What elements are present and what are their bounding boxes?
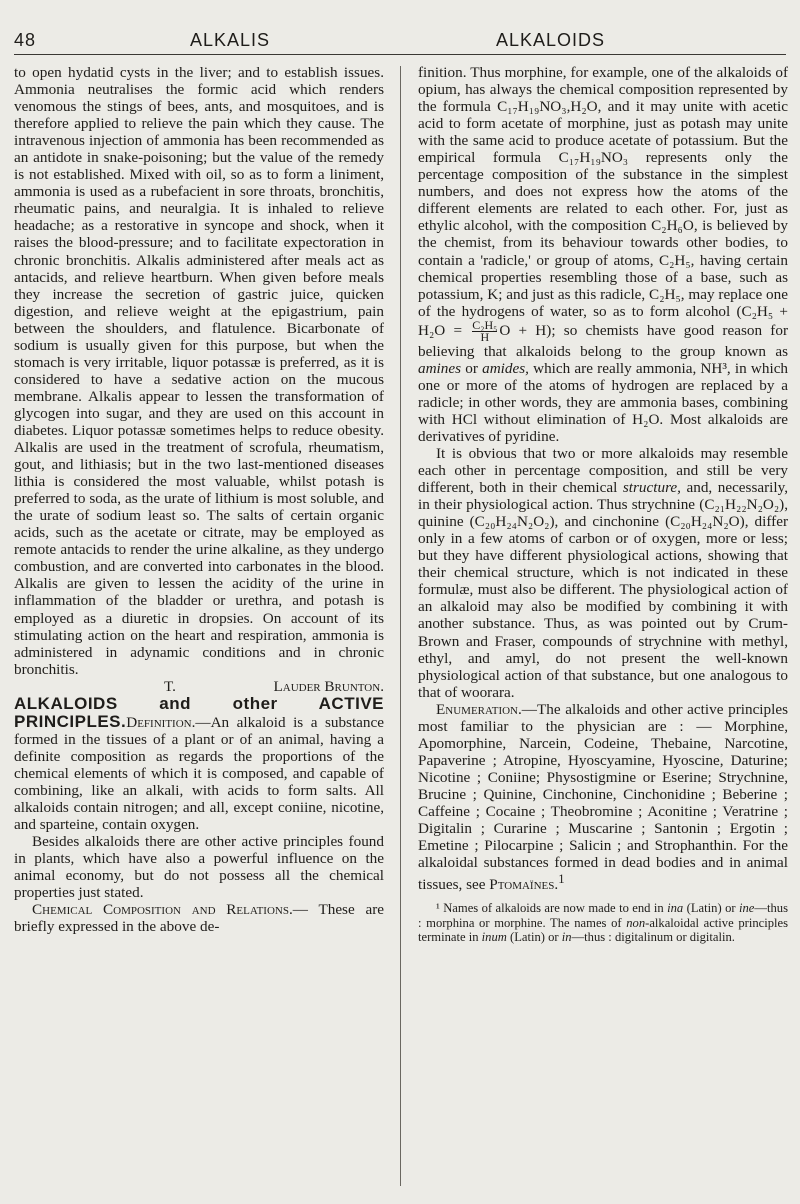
author-signature (14, 678, 384, 695)
suffix-inum: inum (481, 930, 507, 945)
enumeration-paragraph (418, 701, 788, 894)
formula-paragraph (418, 64, 788, 445)
right-column (418, 64, 788, 1192)
or-word: or (465, 359, 478, 377)
signature-name: Lauder Brunton. (273, 677, 384, 695)
footnote-text-c: —thus : morphina or morphine. The names of (418, 901, 788, 930)
formula-text-a: finition. Thus morphine, for example, one of the alkaloids of opium, has always the chemical composition represented by the formula C₁₇H₁₉NO₃,H₂O, and it may unite with acetic acid to form acetate of morphine, just as potash may unite with the same acid to produce acetate of potassium. But the empirical formula C₁₇H₁₉NO₃ represents only the percentage composition of the substance in the simplest numbers, and does not express how the atoms of the different elements are related to each other. For, just as ethylic alcohol, with the composition C₂H₆O, is believed by the chemist, from its behaviour towards other bodies, to contain a 'radicle,' or group of atoms, C₂H₅, having certain chemical properties resembling those of a base, such as potassium, K; and just as this radicle, C₂H₅, may replace one of the hydrogens of water, so as to form alcohol (C₂H₅ + H₂O = (418, 64, 788, 339)
active-principles-paragraph: Besides alkaloids there are other active principles found in plants, which have also a powerful influence on the animal economy, but do not possess all the chemical properties just stated. (14, 833, 384, 902)
suffix-ina: ina (667, 901, 684, 916)
ptomaines-link: Ptomaïnes. (489, 876, 559, 894)
left-column (14, 64, 384, 1192)
entry-title: ALKALOIDS and other ACTIVE PRINCIPLES. (14, 693, 384, 731)
definition-paragraph (14, 695, 384, 833)
section-label: Chemical Composition and Relations. (32, 901, 293, 919)
formula-text-c: which are really ammonia, NH³, in which one or more of the atoms of hydrogen are replaced by a radicle; in other words, they are ammonia bases, combining with HCl without elimination of H₂O. Most alkaloids are derivatives of pyridine. (418, 359, 788, 445)
suffix-ine: ine (739, 901, 755, 916)
footnote (418, 901, 788, 945)
structure-paragraph (418, 445, 788, 701)
footnote-text-d: -alkaloidal active principles terminate in (418, 915, 788, 945)
fraction-denominator: H (480, 329, 490, 344)
footnote-text-e: (Latin) or (510, 930, 559, 945)
alkalis-paragraph: to open hydatid cysts in the liver; and to establish issues. Ammonia neutralises the formic acid which renders venomous the stings of bees, ants, and mosquitoes, and is therefore applied to relieve the pain which they cause. The intravenous injection of ammonia has been recommended as an antidote in snake-poisoning; but the value of the remedy is not established. Mixed with oil, so as to form a liniment, ammonia is used as a rubefacient in sore throats, bronchitis, rheumatic pains, and neuralgia. It is inhaled to relieve headache; as a restorative in syncope and shock, when it raises the blood-pressure; and to facilitate expectoration in chronic bronchitis. Alkalis administered after meals act as antacids, and relieve heartburn. When given before meals they increase the secretion of gastric juice, quicken digestion, and relieve weight at the epigastrium, pain between the shoulders, and flatulence. Bicarbonate of sodium is usually given for this purpose, but when the stomach is very irritable, liquor potassæ is preferred, as it is considered to have a sedative action on the mucous membrane. Alkalis appear to lessen the transformation of glycogen into sugar, and they are used on this account in diabetes. Liquor potassæ sometimes helps to reduce obesity. Alkalis are used in the treatment of scrofula, rheumatism, gout, and lithiasis; but in the two last-mentioned diseases lithia is considered the most valuable, whilst potash is preferred to soda, as the urate of lithium is most soluble, and the urate of sodium least so. The salts of certain organic acids, such as the acetate or citrate, may be employed as remote antacids to render the urine alkaline, as they undergo combustion, and are converted into carbonates in the blood. Alkalis are given to lessen the acidity of the urine in inflammation of the bladder or urethra, and potash is employed as a diuretic in dropsies. On account of its stimulating action on the heart and respiration, ammonia is administered in adynamic conditions and in chronic bronchitis. (14, 64, 384, 678)
fraction-numerator: C₂H₅ (472, 317, 498, 332)
suffix-in: in (561, 930, 572, 945)
signature-initial: T. (164, 677, 176, 695)
structure-text-b: and, necessarily, in their physiological action. Thus strychnine (C₂₁H₂₂N₂O₂), quinine (C₂₀H₂₄N₂O₂), and cinchonine (C₂₀H₂₄N₂O), differ only in a few atoms of carbon or of oxygen, more or less; but they have different physiological actions, showing that their chemical structure, which is not indicated in these formulæ, must also be different. The physiological action of an alkaloid may also be modified by combining it with another substance. Thus, as was pointed out by Crum-Brown and Fraser, compounds of strychnine with methyl, ethyl, and amyl, do not present the well-known physiological action of that substance, but one analogous to that of woorara. (418, 479, 788, 701)
alcohol-fraction (472, 317, 498, 344)
formula-text-b: O + H); so chemists have good reason for believing that alkaloids belong to the group known as (418, 321, 788, 360)
section-text: — These are briefly expressed in the above de- (14, 901, 384, 936)
enumeration-label: Enumeration. (436, 700, 522, 718)
running-header (14, 14, 786, 55)
footnote-text-f: —thus : digitalinum or digitalin. (571, 930, 735, 945)
enumeration-text: —The alkaloids and other active principles most familiar to the physician are : — Morphine, Apomorphine, Narcein, Codeine, Thebaine, Narcotine, Papaverine ; Atropine, Hyoscyamine, Hyoscine, Daturine; Nicotine ; Coniine; Physostigmine or Eserine; Strychnine, Brucine ; Quinine, Cinchonine, Cinchonidine ; Beberine ; Caffeine ; Cocaine ; Theobromine ; Aconitine ; Veratrine ; Digitalin ; Curarine ; Muscarine ; Santonin ; Ergotin ; Emetine ; Pilocarpine ; Salicin ; and Strophanthin. For the alkaloidal substances formed in dead bodies and in animal tissues, see (418, 700, 788, 894)
footnote-marker: 1 (558, 872, 565, 887)
amines-term: amines (418, 359, 462, 377)
structure-text-a: It is obvious that two or more alkaloids may resemble each other in percentage composition, and still be very different, both in their chemical (418, 444, 788, 497)
amides-term: amides, (482, 359, 529, 377)
footnote-text-b: (Latin) or (686, 901, 736, 916)
prefix-non: non (626, 915, 646, 930)
footnote-text-a: ¹ Names of alkaloids are now made to end in (436, 901, 664, 916)
structure-term: structure, (622, 479, 681, 497)
running-title-right: ALKALOIDS (496, 30, 606, 50)
column-divider (400, 66, 401, 1186)
definition-text: —An alkaloid is a substance formed in the tissues of a plant or of an animal, having a definite composition as regards the proportions of the chemical elements of which it is composed, and capable of combining, like an alkali, with acids to form salts. All alkaloids contain nitrogen; and all, except coniine, nicotine, and sparteine, contain oxygen. (14, 713, 384, 834)
page-number: 48 (14, 30, 37, 50)
running-title-left: ALKALIS (190, 30, 271, 50)
definition-label: Definition. (126, 713, 196, 731)
chemical-composition-paragraph (14, 901, 384, 935)
